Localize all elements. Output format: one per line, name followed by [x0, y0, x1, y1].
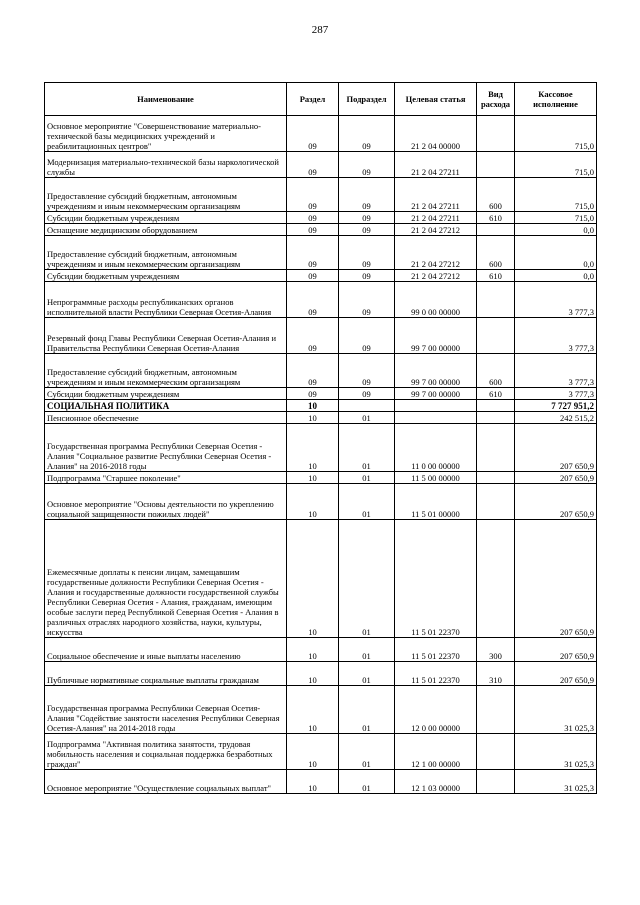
cell-target-article: 12 1 03 00000: [395, 770, 477, 794]
cell-podrazdel: 01: [339, 472, 395, 484]
cell-expense-type: 310: [477, 662, 515, 686]
cell-target-article: 21 2 04 00000: [395, 116, 477, 152]
cell-target-article: 11 5 00 00000: [395, 472, 477, 484]
cell-name: Субсидии бюджетным учреждениям: [45, 212, 287, 224]
cell-target-article: 21 2 04 27212: [395, 236, 477, 270]
cell-expense-type: [477, 116, 515, 152]
table-row: [45, 236, 597, 270]
table-row: [45, 412, 597, 424]
cell-cash-execution: 0,0: [515, 270, 597, 282]
table-row: [45, 116, 597, 152]
cell-razdel: 10: [287, 484, 339, 520]
cell-cash-execution: 3 777,3: [515, 282, 597, 318]
cell-razdel: 09: [287, 116, 339, 152]
cell-cash-execution: 31 025,3: [515, 734, 597, 770]
cell-razdel: 09: [287, 282, 339, 318]
cell-name: Подпрограмма "Активная политика занятости, трудовая мобильность населения и социальная поддержка безработных граждан": [45, 734, 287, 770]
cell-cash-execution: 207 650,9: [515, 484, 597, 520]
cell-podrazdel: [339, 400, 395, 412]
cell-cash-execution: 0,0: [515, 236, 597, 270]
cell-target-article: 99 0 00 00000: [395, 282, 477, 318]
cell-expense-type: 300: [477, 638, 515, 662]
cell-podrazdel: 01: [339, 734, 395, 770]
table-row: [45, 638, 597, 662]
cell-name: Основное мероприятие "Совершенствование материально-технической базы медицинских учреждений и реабилитационных центров": [45, 116, 287, 152]
cell-target-article: 21 2 04 27211: [395, 212, 477, 224]
cell-razdel: 10: [287, 662, 339, 686]
cell-target-article: 21 2 04 27211: [395, 178, 477, 212]
cell-name: Резервный фонд Главы Республики Северная Осетия-Алания и Правительства Республики Северная Осетия-Алания: [45, 318, 287, 354]
cell-name: Модернизация материально-технической базы наркологической службы: [45, 152, 287, 178]
cell-expense-type: 610: [477, 388, 515, 400]
cell-cash-execution: 3 777,3: [515, 354, 597, 388]
cell-podrazdel: 09: [339, 116, 395, 152]
cell-expense-type: 610: [477, 270, 515, 282]
cell-podrazdel: 09: [339, 388, 395, 400]
cell-expense-type: [477, 472, 515, 484]
cell-expense-type: [477, 770, 515, 794]
header-name: Наименование: [45, 83, 287, 116]
cell-target-article: [395, 400, 477, 412]
cell-podrazdel: 01: [339, 412, 395, 424]
cell-razdel: 09: [287, 152, 339, 178]
cell-razdel: 10: [287, 686, 339, 734]
cell-expense-type: [477, 318, 515, 354]
cell-name: Основное мероприятие "Основы деятельности по укреплению социальной защищенности пожилых людей": [45, 484, 287, 520]
cell-name: Ежемесячные доплаты к пенсии лицам, замещавшим государственные должности Республики Северная Осетия - Алания и государственные должности государственной службы Республики Северная Осетия - Алания, гражданам, имеющим особые заслуги перед Республикой Северная Осетия - Алания в различных отраслях народного хозяйства, науки, культуры, искусства: [45, 520, 287, 638]
table-row: [45, 686, 597, 734]
table-row: [45, 388, 597, 400]
cell-target-article: 12 1 00 00000: [395, 734, 477, 770]
cell-target-article: 99 7 00 00000: [395, 354, 477, 388]
cell-cash-execution: 207 650,9: [515, 472, 597, 484]
cell-podrazdel: 01: [339, 638, 395, 662]
cell-name: Социальное обеспечение и иные выплаты населению: [45, 638, 287, 662]
cell-podrazdel: 01: [339, 770, 395, 794]
cell-target-article: 21 2 04 27212: [395, 270, 477, 282]
table-row: [45, 400, 597, 412]
cell-podrazdel: 01: [339, 484, 395, 520]
cell-cash-execution: 715,0: [515, 116, 597, 152]
table-row: [45, 424, 597, 472]
cell-podrazdel: 09: [339, 282, 395, 318]
cell-razdel: 09: [287, 224, 339, 236]
cell-podrazdel: 09: [339, 224, 395, 236]
cell-name: Основное мероприятие "Осуществление социальных выплат": [45, 770, 287, 794]
cell-podrazdel: 09: [339, 152, 395, 178]
table-row: [45, 318, 597, 354]
cell-name: Пенсионное обеспечение: [45, 412, 287, 424]
cell-podrazdel: 01: [339, 520, 395, 638]
header-razdel: Раздел: [287, 83, 339, 116]
cell-podrazdel: 09: [339, 178, 395, 212]
table-row: [45, 472, 597, 484]
cell-razdel: 10: [287, 770, 339, 794]
cell-target-article: 12 0 00 00000: [395, 686, 477, 734]
cell-expense-type: [477, 734, 515, 770]
cell-target-article: 21 2 04 27212: [395, 224, 477, 236]
table-row: [45, 484, 597, 520]
cell-target-article: 11 5 01 00000: [395, 484, 477, 520]
cell-expense-type: [477, 282, 515, 318]
cell-podrazdel: 09: [339, 270, 395, 282]
budget-table: [44, 82, 597, 794]
cell-cash-execution: 715,0: [515, 178, 597, 212]
cell-expense-type: [477, 520, 515, 638]
cell-expense-type: 610: [477, 212, 515, 224]
cell-razdel: 09: [287, 236, 339, 270]
table-row: [45, 224, 597, 236]
cell-cash-execution: 0,0: [515, 224, 597, 236]
table-row: [45, 270, 597, 282]
table-row: [45, 520, 597, 638]
cell-podrazdel: 09: [339, 354, 395, 388]
cell-razdel: 09: [287, 354, 339, 388]
table-row: [45, 734, 597, 770]
table-header-row: [45, 83, 597, 116]
cell-razdel: 09: [287, 318, 339, 354]
cell-target-article: 11 5 01 22370: [395, 520, 477, 638]
table-row: [45, 282, 597, 318]
cell-expense-type: [477, 424, 515, 472]
cell-name: Предоставление субсидий бюджетным, автономным учреждениям и иным некоммерческим организациям: [45, 236, 287, 270]
page-number: 287: [311, 24, 329, 36]
header-podrazdel: Подраздел: [339, 83, 395, 116]
cell-razdel: 10: [287, 638, 339, 662]
table-row: [45, 212, 597, 224]
cell-cash-execution: 715,0: [515, 212, 597, 224]
cell-name: Государственная программа Республики Северная Осетия - Алания "Социальное развитие Республики Северная Осетия - Алания" на 2016-2018 годы: [45, 424, 287, 472]
cell-expense-type: 600: [477, 178, 515, 212]
cell-target-article: 11 5 01 22370: [395, 662, 477, 686]
cell-name: Субсидии бюджетным учреждениям: [45, 388, 287, 400]
cell-razdel: 10: [287, 472, 339, 484]
cell-expense-type: 600: [477, 354, 515, 388]
cell-cash-execution: 207 650,9: [515, 638, 597, 662]
cell-razdel: 10: [287, 412, 339, 424]
cell-expense-type: [477, 686, 515, 734]
cell-cash-execution: 3 777,3: [515, 318, 597, 354]
cell-cash-execution: 7 727 951,2: [515, 400, 597, 412]
table-row: [45, 662, 597, 686]
cell-podrazdel: 01: [339, 686, 395, 734]
header-cash-execution: Кассовое исполнение: [515, 83, 597, 116]
cell-expense-type: 600: [477, 236, 515, 270]
table-row: [45, 354, 597, 388]
cell-expense-type: [477, 152, 515, 178]
cell-podrazdel: 01: [339, 424, 395, 472]
cell-podrazdel: 09: [339, 212, 395, 224]
header-expense-type: Вид расхода: [477, 83, 515, 116]
cell-razdel: 10: [287, 424, 339, 472]
cell-expense-type: [477, 224, 515, 236]
cell-cash-execution: 207 650,9: [515, 424, 597, 472]
cell-razdel: 09: [287, 178, 339, 212]
cell-expense-type: [477, 412, 515, 424]
header-target-article: Целевая статья: [395, 83, 477, 116]
cell-razdel: 09: [287, 270, 339, 282]
cell-target-article: 21 2 04 27211: [395, 152, 477, 178]
cell-razdel: 09: [287, 212, 339, 224]
cell-podrazdel: 01: [339, 662, 395, 686]
cell-name: Оснащение медицинским оборудованием: [45, 224, 287, 236]
cell-name: Предоставление субсидий бюджетным, автономным учреждениям и иным некоммерческим организациям: [45, 354, 287, 388]
cell-target-article: 99 7 00 00000: [395, 318, 477, 354]
cell-cash-execution: 3 777,3: [515, 388, 597, 400]
cell-cash-execution: 31 025,3: [515, 686, 597, 734]
cell-target-article: 99 7 00 00000: [395, 388, 477, 400]
cell-razdel: 09: [287, 388, 339, 400]
cell-target-article: [395, 412, 477, 424]
cell-name: Непрограммные расходы республиканских органов исполнительной власти Республики Северная Осетия-Алания: [45, 282, 287, 318]
cell-cash-execution: 207 650,9: [515, 520, 597, 638]
cell-cash-execution: 242 515,2: [515, 412, 597, 424]
cell-target-article: 11 5 01 22370: [395, 638, 477, 662]
cell-cash-execution: 715,0: [515, 152, 597, 178]
cell-cash-execution: 207 650,9: [515, 662, 597, 686]
cell-razdel: 10: [287, 400, 339, 412]
table-row: [45, 152, 597, 178]
cell-name: Субсидии бюджетным учреждениям: [45, 270, 287, 282]
cell-expense-type: [477, 400, 515, 412]
cell-target-article: 11 0 00 00000: [395, 424, 477, 472]
cell-podrazdel: 09: [339, 318, 395, 354]
cell-razdel: 10: [287, 734, 339, 770]
cell-cash-execution: 31 025,3: [515, 770, 597, 794]
cell-name: Предоставление субсидий бюджетным, автономным учреждениям и иным некоммерческим организациям: [45, 178, 287, 212]
cell-expense-type: [477, 484, 515, 520]
cell-name: Публичные нормативные социальные выплаты гражданам: [45, 662, 287, 686]
cell-name: Подпрограмма "Старшее поколение": [45, 472, 287, 484]
table-row: [45, 770, 597, 794]
cell-name: СОЦИАЛЬНАЯ ПОЛИТИКА: [45, 400, 287, 412]
table-row: [45, 178, 597, 212]
cell-razdel: 10: [287, 520, 339, 638]
cell-name: Государственная программа Республики Северная Осетия-Алания "Содействие занятости населения Республики Северная Осетия-Алания" на 2014-2018 годы: [45, 686, 287, 734]
cell-podrazdel: 09: [339, 236, 395, 270]
